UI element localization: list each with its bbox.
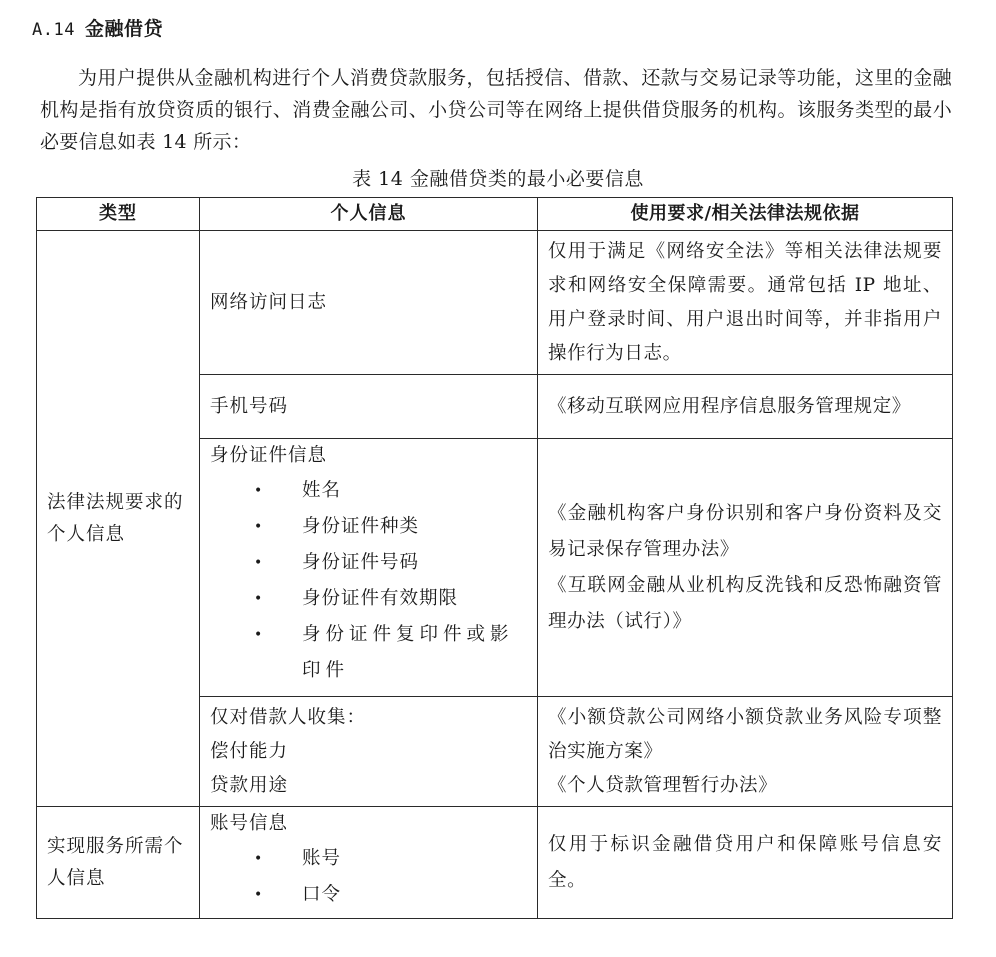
list-item <box>210 841 527 877</box>
info-line: 仅对借款人收集： <box>210 706 367 728</box>
header-type: 类型 <box>37 198 200 231</box>
basis-line: 《个人贷款管理暂行办法》 <box>548 774 778 796</box>
list-item <box>210 545 527 581</box>
list-item <box>210 473 527 509</box>
info-cell-borrower <box>200 697 538 807</box>
basis-cell-phone: 《移动互联网应用程序信息服务管理规定》 <box>538 375 953 439</box>
info-cell-account <box>200 807 538 919</box>
table-row <box>37 807 953 919</box>
bullet-icon: • <box>254 887 264 903</box>
basis-cell-id <box>538 439 953 697</box>
basis-cell-account: 仅用于标识金融借贷用户和保障账号信息安全。 <box>538 807 953 919</box>
header-personal-info: 个人信息 <box>200 198 538 231</box>
info-cell-id <box>200 439 538 697</box>
id-info-title: 身份证件信息 <box>210 445 328 466</box>
table-row <box>37 231 953 375</box>
bullet-icon: • <box>254 851 264 867</box>
category-cell-legal: 法律法规要求的个人信息 <box>37 231 200 807</box>
table-header-row <box>37 198 953 231</box>
info-cell-log: 网络访问日志 <box>200 231 538 375</box>
header-basis: 使用要求/相关法律法规依据 <box>538 198 953 231</box>
info-line: 偿付能力 <box>210 740 289 762</box>
bullet-icon: • <box>254 591 264 607</box>
bullet-icon: • <box>254 627 263 643</box>
list-item <box>210 617 527 689</box>
list-item <box>210 877 527 913</box>
list-item <box>210 509 527 545</box>
category-cell-service: 实现服务所需个人信息 <box>37 807 200 919</box>
list-item-text: 账号 <box>302 848 342 869</box>
list-item-text: 姓名 <box>302 480 342 501</box>
basis-cell-log: 仅用于满足《网络安全法》等相关法律法规要求和网络安全保障需要。通常包括 IP 地址、用户登录时间、用户退出时间等，并非指用户操作行为日志。 <box>538 231 953 375</box>
account-info-list <box>210 841 527 913</box>
bullet-icon: • <box>254 555 264 571</box>
section-heading <box>32 14 163 41</box>
info-cell-phone: 手机号码 <box>200 375 538 439</box>
section-title: 金融借贷 <box>84 18 163 40</box>
bullet-icon: • <box>254 483 264 499</box>
intro-paragraph: 为用户提供从金融机构进行个人消费贷款服务，包括授信、借款、还款与交易记录等功能，这里的金融机构是指有放贷资质的银行、消费金融公司、小贷公司等在网络上提供借贷服务的机构。该服务类型的最小必要信息如表 14 所示： <box>40 67 952 153</box>
list-item-text: 口令 <box>302 884 342 905</box>
list-item-text: 身份证件复印件或影印件 <box>302 624 514 681</box>
bullet-icon: • <box>254 519 264 535</box>
minimum-info-table <box>36 197 953 919</box>
list-item-text: 身份证件号码 <box>302 552 420 573</box>
basis-line: 《互联网金融从业机构反洗钱和反恐怖融资管理办法（试行）》 <box>548 574 942 632</box>
section-number: A.14 <box>32 20 75 40</box>
basis-line: 《金融机构客户身份识别和客户身份资料及交易记录保存管理办法》 <box>548 502 942 560</box>
basis-cell-borrower <box>538 697 953 807</box>
id-info-list <box>210 473 527 689</box>
account-info-title: 账号信息 <box>210 813 289 834</box>
info-line: 贷款用途 <box>210 774 289 796</box>
list-item <box>210 581 527 617</box>
table-caption: 表 14 金融借贷类的最小必要信息 <box>352 168 644 190</box>
list-item-text: 身份证件有效期限 <box>302 588 459 609</box>
basis-line: 《小额贷款公司网络小额贷款业务风险专项整治实施方案》 <box>548 706 942 762</box>
list-item-text: 身份证件种类 <box>302 516 420 537</box>
